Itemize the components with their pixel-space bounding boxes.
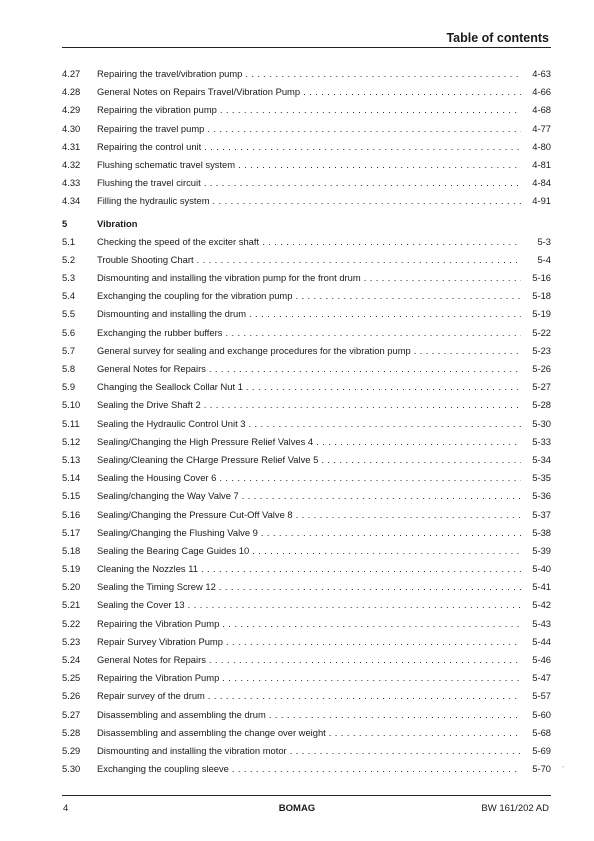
toc-entry: [62, 342, 551, 360]
toc-entry: [62, 305, 551, 323]
toc-entry-page: 5-38: [532, 526, 551, 538]
toc-entry-page: 4-84: [532, 177, 551, 189]
toc-entry-number: 5.6: [62, 326, 76, 338]
toc-entry-number: 5.24: [62, 654, 81, 665]
toc-entry-page: 5-68: [532, 726, 551, 738]
toc-entry-title: Disassembling and assembling the drum . . .: [97, 706, 521, 724]
toc-entry-page: 4-77: [532, 122, 551, 134]
toc-entry-title: Disassembling and assembling the change over weight . . .: [97, 724, 521, 742]
toc-entry: [62, 101, 551, 119]
toc-entry: [62, 724, 551, 742]
toc-entry-number: 4.27: [62, 68, 81, 79]
toc-entry-page: 5-19: [532, 308, 551, 320]
toc-entry-title: Filling the hydraulic system . . .: [97, 192, 521, 210]
toc-entry-number: 5.18: [62, 544, 81, 556]
toc-entry-number: 5.23: [62, 635, 81, 647]
toc-entry-title: Repairing the Vibration Pump . . .: [97, 669, 521, 687]
toc-entry: [62, 433, 551, 451]
toc-entry-page: 5-41: [532, 581, 551, 593]
toc-entry: [62, 760, 551, 778]
toc-entry: [62, 269, 551, 287]
toc-entry-title: Sealing the Bearing Cage Guides 10 . . .: [97, 542, 521, 560]
toc-entry: [62, 633, 551, 651]
page-title: Table of contents: [446, 31, 549, 45]
toc-entry-title: Sealing/changing the Way Valve 7 . . .: [97, 487, 521, 505]
toc-entry-page: 5-34: [532, 453, 551, 465]
toc-entry-title: General Notes for Repairs . . .: [97, 651, 521, 669]
toc-entry: [62, 233, 551, 251]
toc-entry-page: 5-30: [532, 417, 551, 429]
toc-entry: [62, 542, 551, 560]
toc-entry-page: 5-3: [537, 235, 551, 247]
toc-entry: [62, 360, 551, 378]
toc-entry-number: 5.14: [62, 472, 81, 484]
toc-entry-page: 4-80: [532, 140, 551, 152]
toc-entry-title: Flushing schematic travel system . . .: [97, 156, 521, 174]
toc-entry-title: Sealing/Cleaning the CHarge Pressure Relief Valve 5 . . .: [97, 451, 521, 469]
toc-entry-page: 5-26: [532, 363, 551, 374]
header-divider: [62, 47, 551, 48]
toc-entry-page: 5-39: [532, 544, 551, 556]
toc-entry-page: 5-69: [532, 744, 551, 756]
toc-entry-title: Sealing the Cover 13 . . .: [97, 596, 521, 614]
toc-entry: [62, 651, 551, 669]
toc-entry: [62, 487, 551, 505]
toc-entry-number: 5.16: [62, 508, 81, 520]
toc-entry-title: Trouble Shooting Chart . . .: [97, 251, 521, 269]
toc-entry-number: 5.17: [62, 526, 81, 538]
toc-entry-number: 5.2: [62, 253, 76, 265]
toc-entry-number: 5.4: [62, 290, 76, 302]
toc-entry-page: 5-37: [532, 508, 551, 520]
toc-entry: [62, 174, 551, 192]
toc-entry-title: Dismounting and installing the vibration pump for the front drum . . .: [97, 269, 521, 287]
toc-entry-page: 5-60: [532, 708, 551, 720]
toc-entry-number: 5.15: [62, 490, 81, 502]
toc-entry-number: 4.32: [62, 158, 81, 170]
toc-entry: [62, 378, 551, 396]
toc-entry-number: 5: [62, 217, 68, 229]
toc-entry-title: Cleaning the Nozzles 11 . . .: [97, 560, 521, 578]
toc-entry: [62, 615, 551, 633]
toc-entry-title: Sealing/Changing the Pressure Cut-Off Valve 8 . . .: [97, 506, 521, 524]
toc-entry: [62, 578, 551, 596]
toc-entry-page: 5-23: [532, 344, 551, 356]
toc-entry-number: 5.19: [62, 563, 81, 575]
toc-entry-number: 4.34: [62, 195, 81, 207]
toc-entry-number: 5.7: [62, 344, 76, 356]
toc-entry-number: 5.26: [62, 690, 81, 702]
toc-entry: [62, 192, 551, 210]
toc-entry-title: Repairing the travel pump . . .: [97, 120, 521, 138]
toc-entry-title: Sealing the Hydraulic Control Unit 3 . . .: [97, 415, 521, 433]
footer-page-number: 4: [63, 803, 69, 814]
toc-entry: [62, 451, 551, 469]
toc-entry-number: 4.30: [62, 122, 81, 134]
toc-entry-number: 5.1: [62, 235, 76, 247]
toc-entry-number: 4.28: [62, 86, 81, 98]
scan-mark: ˋ: [562, 767, 565, 774]
toc-entry: [62, 156, 551, 174]
toc-entry-title: Dismounting and installing the vibration motor . . .: [97, 742, 521, 760]
toc-entry-title: Repairing the Vibration Pump . . .: [97, 615, 521, 633]
toc-entry-page: 5-42: [532, 599, 551, 611]
toc-entry-page: 4-63: [532, 68, 551, 79]
toc-entry-number: 5.29: [62, 744, 81, 756]
toc-entry: [62, 560, 551, 578]
toc-entry-number: 5.22: [62, 617, 81, 629]
toc-entry-page: 5-16: [532, 272, 551, 284]
toc-entry-title: Exchanging the rubber buffers . . .: [97, 324, 521, 342]
toc-entry-number: 5.13: [62, 453, 81, 465]
toc-entry: [62, 324, 551, 342]
toc-entry-page: 5-4: [537, 253, 551, 265]
toc-entry-page: 5-47: [532, 672, 551, 684]
toc-entry-title: General Notes for Repairs . . .: [97, 360, 521, 378]
toc-entry-number: 5.9: [62, 381, 76, 393]
toc-entry-page: 5-36: [532, 490, 551, 502]
toc-entry-title: Repairing the control unit . . .: [97, 138, 521, 156]
toc-entry-page: 5-70: [532, 763, 551, 775]
toc-entry: [62, 138, 551, 156]
toc-entry-number: 5.21: [62, 599, 81, 611]
toc-entry: [62, 469, 551, 487]
toc-entry-number: 4.29: [62, 104, 81, 116]
toc-entry: [62, 669, 551, 687]
footer-brand: BOMAG: [278, 803, 316, 814]
toc-entry-page: 5-44: [532, 635, 551, 647]
toc-entry-title: Exchanging the coupling sleeve . . .: [97, 760, 521, 778]
toc-entry: [62, 596, 551, 614]
toc-entry: [62, 415, 551, 433]
toc-entry: [62, 396, 551, 414]
toc-entry-number: 5.5: [62, 308, 76, 320]
toc-entry: [62, 251, 551, 269]
toc-entry-number: 5.20: [62, 581, 81, 593]
toc-entry-page: 5-43: [532, 617, 551, 629]
toc-entry: [62, 65, 551, 83]
toc-entry-number: 5.8: [62, 363, 76, 374]
toc-entry-number: 5.28: [62, 726, 81, 738]
toc-entry-title: Dismounting and installing the drum . . .: [97, 305, 521, 323]
toc-entry-number: 5.12: [62, 435, 81, 447]
table-of-contents: [62, 65, 551, 778]
toc-entry-title: Repairing the vibration pump . . .: [97, 101, 521, 119]
toc-entry-title: Repair Survey Vibration Pump . . .: [97, 633, 521, 651]
toc-entry-number: 5.27: [62, 708, 81, 720]
toc-entry-title: Sealing the Timing Screw 12 . . .: [97, 578, 521, 596]
toc-entry-page: 5-33: [532, 435, 551, 447]
toc-entry-title: Sealing the Drive Shaft 2 . . .: [97, 396, 521, 414]
footer-divider: [62, 795, 551, 796]
toc-entry-number: 5.3: [62, 272, 76, 284]
toc-entry: [62, 706, 551, 724]
toc-entry-page: 5-28: [532, 399, 551, 411]
toc-entry-title: Exchanging the coupling for the vibration pump . . .: [97, 287, 521, 305]
toc-section-heading: [62, 215, 551, 233]
toc-entry: [62, 287, 551, 305]
toc-entry-title: Sealing the Housing Cover 6 . . .: [97, 469, 521, 487]
toc-entry-page: 5-22: [532, 326, 551, 338]
toc-entry-page: 5-46: [532, 654, 551, 665]
toc-entry-page: 5-57: [532, 690, 551, 702]
toc-entry-title: Sealing/Changing the High Pressure Relief Valves 4 . . .: [97, 433, 521, 451]
toc-entry: [62, 506, 551, 524]
toc-entry-title: General Notes on Repairs Travel/Vibration Pump . . .: [97, 83, 521, 101]
toc-entry-page: 4-91: [532, 195, 551, 207]
toc-entry-page: 4-66: [532, 86, 551, 98]
toc-entry-page: 5-35: [532, 472, 551, 484]
toc-entry: [62, 83, 551, 101]
toc-entry-number: 5.11: [62, 417, 80, 429]
toc-entry-title: Checking the speed of the exciter shaft . . .: [97, 233, 521, 251]
toc-entry-number: 4.33: [62, 177, 81, 189]
toc-entry-page: 5-27: [532, 381, 551, 393]
toc-entry-title: General survey for sealing and exchange procedures for the vibration pump . . .: [97, 342, 521, 360]
toc-entry-number: 5.10: [62, 399, 81, 411]
toc-entry-number: 4.31: [62, 140, 81, 152]
toc-entry: [62, 524, 551, 542]
footer-model: BW 161/202 AD: [481, 803, 549, 814]
toc-entry-page: 5-18: [532, 290, 551, 302]
toc-entry-page: 5-40: [532, 563, 551, 575]
toc-entry-title: Vibration: [97, 217, 138, 229]
toc-entry-number: 5.30: [62, 763, 81, 775]
toc-entry-page: 4-81: [532, 158, 551, 170]
toc-entry-number: 5.25: [62, 672, 81, 684]
toc-entry-title: Repairing the travel/vibration pump . . .: [97, 65, 521, 83]
toc-entry-title: Changing the Seallock Collar Nut 1 . . .: [97, 378, 521, 396]
toc-entry: [62, 742, 551, 760]
toc-entry-page: 4-68: [532, 104, 551, 116]
toc-entry-title: Repair survey of the drum . . .: [97, 687, 521, 705]
toc-entry: [62, 687, 551, 705]
toc-entry-title: Flushing the travel circuit . . .: [97, 174, 521, 192]
toc-entry: [62, 120, 551, 138]
toc-entry-title: Sealing/Changing the Flushing Valve 9 . . .: [97, 524, 521, 542]
